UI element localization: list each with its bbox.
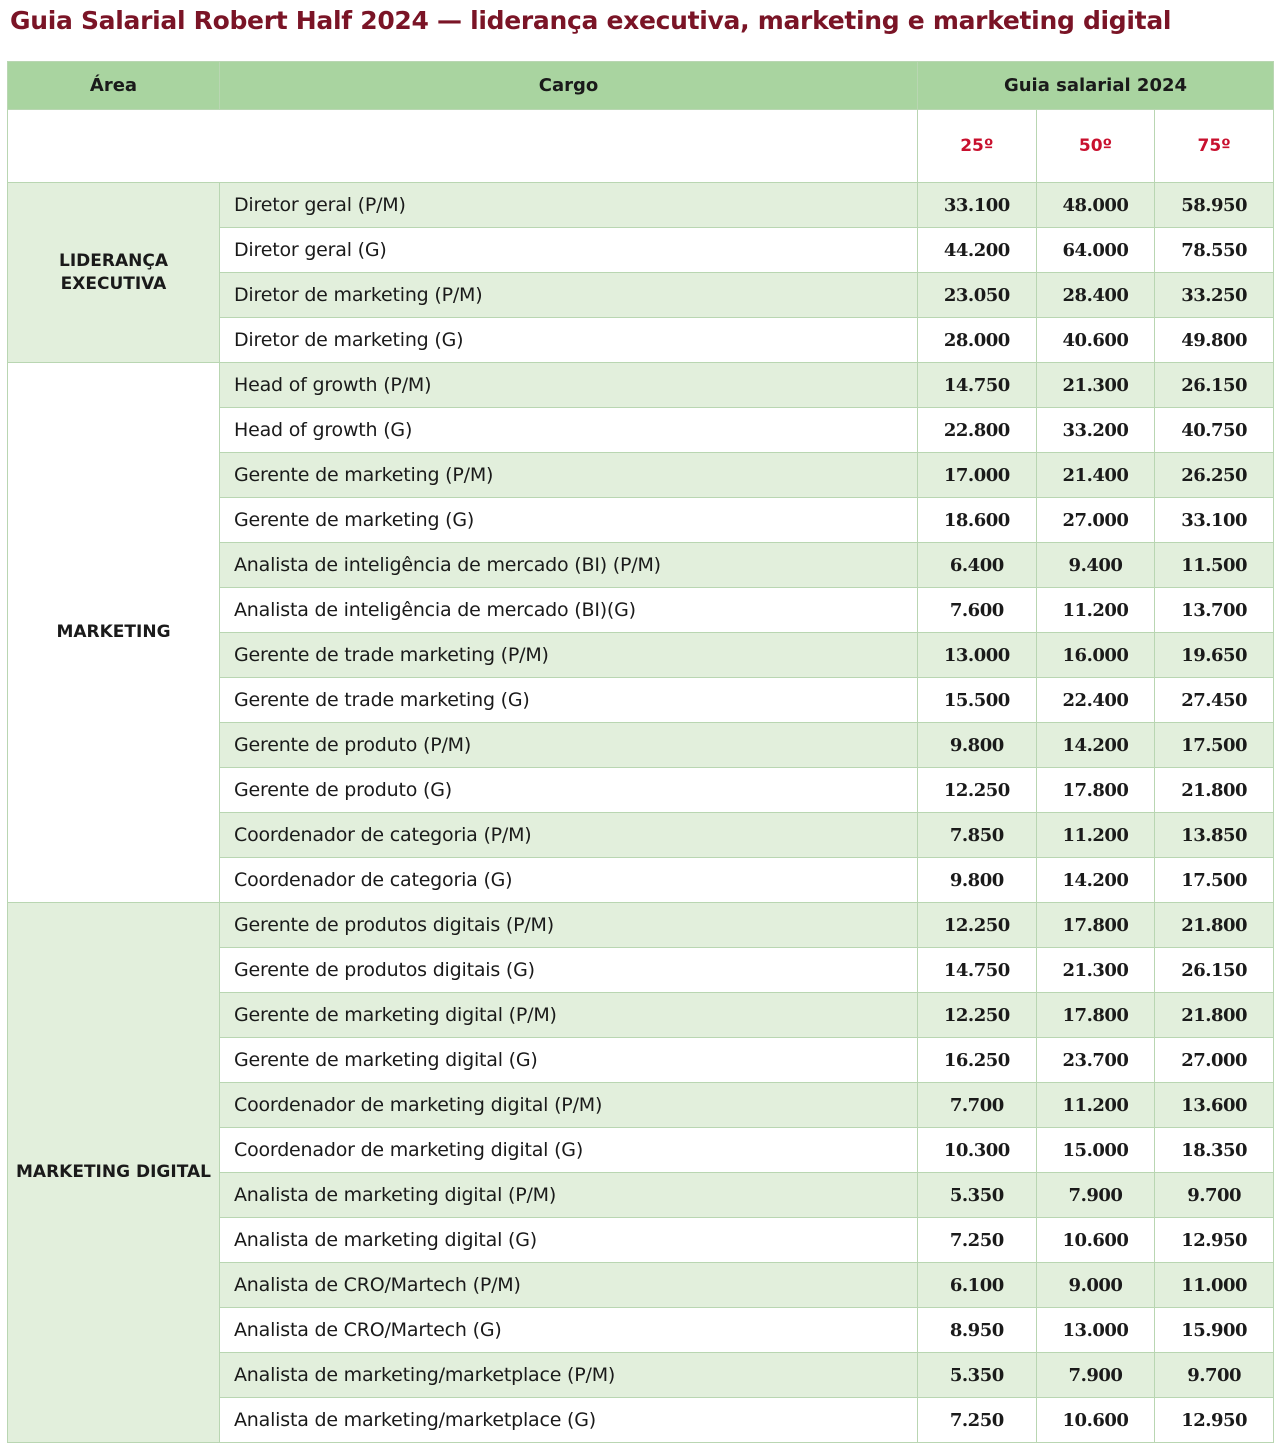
salary-p25-cell: 9.800 bbox=[918, 858, 1037, 903]
salary-p50-cell: 7.900 bbox=[1036, 1353, 1155, 1398]
salary-p25-cell: 15.500 bbox=[918, 678, 1037, 723]
salary-p50-cell: 40.600 bbox=[1036, 318, 1155, 363]
salary-p75-cell: 26.250 bbox=[1155, 453, 1274, 498]
salary-p25-cell: 7.250 bbox=[918, 1398, 1037, 1443]
cargo-cell: Analista de marketing/marketplace (P/M) bbox=[220, 1353, 918, 1398]
salary-p25-cell: 28.000 bbox=[918, 318, 1037, 363]
salary-p25-cell: 5.350 bbox=[918, 1173, 1037, 1218]
salary-p75-cell: 9.700 bbox=[1155, 1353, 1274, 1398]
salary-p25-cell: 12.250 bbox=[918, 993, 1037, 1038]
salary-p25-cell: 7.850 bbox=[918, 813, 1037, 858]
cargo-cell: Head of growth (P/M) bbox=[220, 363, 918, 408]
salary-p75-cell: 13.700 bbox=[1155, 588, 1274, 633]
salary-p50-cell: 7.900 bbox=[1036, 1173, 1155, 1218]
header-row bbox=[8, 62, 1274, 110]
cargo-cell: Coordenador de categoria (P/M) bbox=[220, 813, 918, 858]
salary-p50-cell: 15.000 bbox=[1036, 1128, 1155, 1173]
salary-p75-cell: 33.250 bbox=[1155, 273, 1274, 318]
cargo-cell: Gerente de marketing digital (P/M) bbox=[220, 993, 918, 1038]
cargo-cell: Diretor geral (G) bbox=[220, 228, 918, 273]
cargo-cell: Gerente de marketing (G) bbox=[220, 498, 918, 543]
salary-p75-cell: 26.150 bbox=[1155, 948, 1274, 993]
salary-p75-cell: 40.750 bbox=[1155, 408, 1274, 453]
salary-p25-cell: 7.700 bbox=[918, 1083, 1037, 1128]
salary-p75-cell: 17.500 bbox=[1155, 858, 1274, 903]
salary-p50-cell: 48.000 bbox=[1036, 183, 1155, 228]
salary-p50-cell: 22.400 bbox=[1036, 678, 1155, 723]
salary-p75-cell: 15.900 bbox=[1155, 1308, 1274, 1353]
salary-p50-cell: 14.200 bbox=[1036, 858, 1155, 903]
cargo-cell: Analista de inteligência de mercado (BI)(G) bbox=[220, 588, 918, 633]
salary-p25-cell: 6.400 bbox=[918, 543, 1037, 588]
salary-p25-cell: 5.350 bbox=[918, 1353, 1037, 1398]
salary-p25-cell: 14.750 bbox=[918, 363, 1037, 408]
salary-p25-cell: 23.050 bbox=[918, 273, 1037, 318]
salary-p75-cell: 27.450 bbox=[1155, 678, 1274, 723]
cargo-cell: Analista de CRO/Martech (G) bbox=[220, 1308, 918, 1353]
salary-p50-cell: 27.000 bbox=[1036, 498, 1155, 543]
cargo-cell: Gerente de produtos digitais (G) bbox=[220, 948, 918, 993]
percentile-row bbox=[8, 110, 1274, 183]
salary-p75-cell: 33.100 bbox=[1155, 498, 1274, 543]
cargo-cell: Coordenador de marketing digital (P/M) bbox=[220, 1083, 918, 1128]
salary-p25-cell: 7.250 bbox=[918, 1218, 1037, 1263]
salary-p75-cell: 13.600 bbox=[1155, 1083, 1274, 1128]
cargo-cell: Coordenador de marketing digital (G) bbox=[220, 1128, 918, 1173]
salary-p25-cell: 6.100 bbox=[918, 1263, 1037, 1308]
salary-p25-cell: 44.200 bbox=[918, 228, 1037, 273]
cargo-cell: Diretor de marketing (P/M) bbox=[220, 273, 918, 318]
percentile-blank-area bbox=[8, 110, 220, 183]
cargo-cell: Gerente de trade marketing (P/M) bbox=[220, 633, 918, 678]
salary-p75-cell: 58.950 bbox=[1155, 183, 1274, 228]
salary-p50-cell: 28.400 bbox=[1036, 273, 1155, 318]
cargo-cell: Coordenador de categoria (G) bbox=[220, 858, 918, 903]
cargo-cell: Gerente de marketing digital (G) bbox=[220, 1038, 918, 1083]
salary-p50-cell: 21.300 bbox=[1036, 363, 1155, 408]
salary-p50-cell: 11.200 bbox=[1036, 588, 1155, 633]
table-row bbox=[8, 183, 1274, 228]
percentile-blank-cargo bbox=[220, 110, 918, 183]
salary-p25-cell: 7.600 bbox=[918, 588, 1037, 633]
salary-p50-cell: 21.300 bbox=[1036, 948, 1155, 993]
salary-p75-cell: 21.800 bbox=[1155, 993, 1274, 1038]
area-cell: LIDERANÇA EXECUTIVA bbox=[8, 183, 220, 363]
salary-p50-cell: 14.200 bbox=[1036, 723, 1155, 768]
percentile-50: 50º bbox=[1036, 110, 1155, 183]
cargo-cell: Analista de marketing digital (P/M) bbox=[220, 1173, 918, 1218]
cargo-cell: Diretor geral (P/M) bbox=[220, 183, 918, 228]
salary-p50-cell: 9.400 bbox=[1036, 543, 1155, 588]
salary-p50-cell: 10.600 bbox=[1036, 1218, 1155, 1263]
cargo-cell: Analista de marketing/marketplace (G) bbox=[220, 1398, 918, 1443]
header-cargo: Cargo bbox=[220, 62, 918, 110]
salary-p25-cell: 14.750 bbox=[918, 948, 1037, 993]
cargo-cell: Analista de marketing digital (G) bbox=[220, 1218, 918, 1263]
salary-p50-cell: 11.200 bbox=[1036, 813, 1155, 858]
table-body bbox=[8, 183, 1274, 1443]
header-guia-salarial: Guia salarial 2024 bbox=[918, 62, 1274, 110]
salary-p25-cell: 18.600 bbox=[918, 498, 1037, 543]
salary-p25-cell: 16.250 bbox=[918, 1038, 1037, 1083]
salary-p50-cell: 9.000 bbox=[1036, 1263, 1155, 1308]
salary-p75-cell: 19.650 bbox=[1155, 633, 1274, 678]
salary-p75-cell: 18.350 bbox=[1155, 1128, 1274, 1173]
page-title: Guia Salarial Robert Half 2024 — liderança executiva, marketing e marketing digital bbox=[10, 6, 1172, 35]
salary-p50-cell: 23.700 bbox=[1036, 1038, 1155, 1083]
cargo-cell: Analista de CRO/Martech (P/M) bbox=[220, 1263, 918, 1308]
salary-p75-cell: 21.800 bbox=[1155, 903, 1274, 948]
salary-p50-cell: 17.800 bbox=[1036, 903, 1155, 948]
salary-p50-cell: 17.800 bbox=[1036, 768, 1155, 813]
cargo-cell: Head of growth (G) bbox=[220, 408, 918, 453]
salary-p25-cell: 12.250 bbox=[918, 768, 1037, 813]
salary-p75-cell: 27.000 bbox=[1155, 1038, 1274, 1083]
salary-p50-cell: 11.200 bbox=[1036, 1083, 1155, 1128]
area-cell: MARKETING bbox=[8, 363, 220, 903]
percentile-75: 75º bbox=[1155, 110, 1274, 183]
salary-p75-cell: 11.000 bbox=[1155, 1263, 1274, 1308]
cargo-cell: Gerente de produto (P/M) bbox=[220, 723, 918, 768]
cargo-cell: Gerente de trade marketing (G) bbox=[220, 678, 918, 723]
percentile-25: 25º bbox=[918, 110, 1037, 183]
salary-p50-cell: 13.000 bbox=[1036, 1308, 1155, 1353]
salary-p25-cell: 10.300 bbox=[918, 1128, 1037, 1173]
salary-p25-cell: 9.800 bbox=[918, 723, 1037, 768]
salary-p75-cell: 49.800 bbox=[1155, 318, 1274, 363]
salary-p75-cell: 12.950 bbox=[1155, 1398, 1274, 1443]
cargo-cell: Analista de inteligência de mercado (BI) (P/M) bbox=[220, 543, 918, 588]
salary-p25-cell: 17.000 bbox=[918, 453, 1037, 498]
salary-p75-cell: 11.500 bbox=[1155, 543, 1274, 588]
cargo-cell: Gerente de produto (G) bbox=[220, 768, 918, 813]
salary-p50-cell: 33.200 bbox=[1036, 408, 1155, 453]
salary-p50-cell: 64.000 bbox=[1036, 228, 1155, 273]
salary-p75-cell: 78.550 bbox=[1155, 228, 1274, 273]
salary-p50-cell: 17.800 bbox=[1036, 993, 1155, 1038]
salary-p25-cell: 33.100 bbox=[918, 183, 1037, 228]
salary-p25-cell: 22.800 bbox=[918, 408, 1037, 453]
cargo-cell: Gerente de marketing (P/M) bbox=[220, 453, 918, 498]
salary-p75-cell: 17.500 bbox=[1155, 723, 1274, 768]
salary-p50-cell: 21.400 bbox=[1036, 453, 1155, 498]
salary-p25-cell: 8.950 bbox=[918, 1308, 1037, 1353]
table-row bbox=[8, 903, 1274, 948]
table-row bbox=[8, 363, 1274, 408]
salary-p75-cell: 21.800 bbox=[1155, 768, 1274, 813]
salary-p25-cell: 13.000 bbox=[918, 633, 1037, 678]
salary-table bbox=[7, 61, 1274, 1443]
salary-p75-cell: 12.950 bbox=[1155, 1218, 1274, 1263]
salary-p50-cell: 10.600 bbox=[1036, 1398, 1155, 1443]
salary-p50-cell: 16.000 bbox=[1036, 633, 1155, 678]
area-cell: MARKETING DIGITAL bbox=[8, 903, 220, 1443]
salary-p75-cell: 26.150 bbox=[1155, 363, 1274, 408]
salary-p25-cell: 12.250 bbox=[918, 903, 1037, 948]
cargo-cell: Diretor de marketing (G) bbox=[220, 318, 918, 363]
header-area: Área bbox=[8, 62, 220, 110]
salary-p75-cell: 9.700 bbox=[1155, 1173, 1274, 1218]
cargo-cell: Gerente de produtos digitais (P/M) bbox=[220, 903, 918, 948]
salary-p75-cell: 13.850 bbox=[1155, 813, 1274, 858]
